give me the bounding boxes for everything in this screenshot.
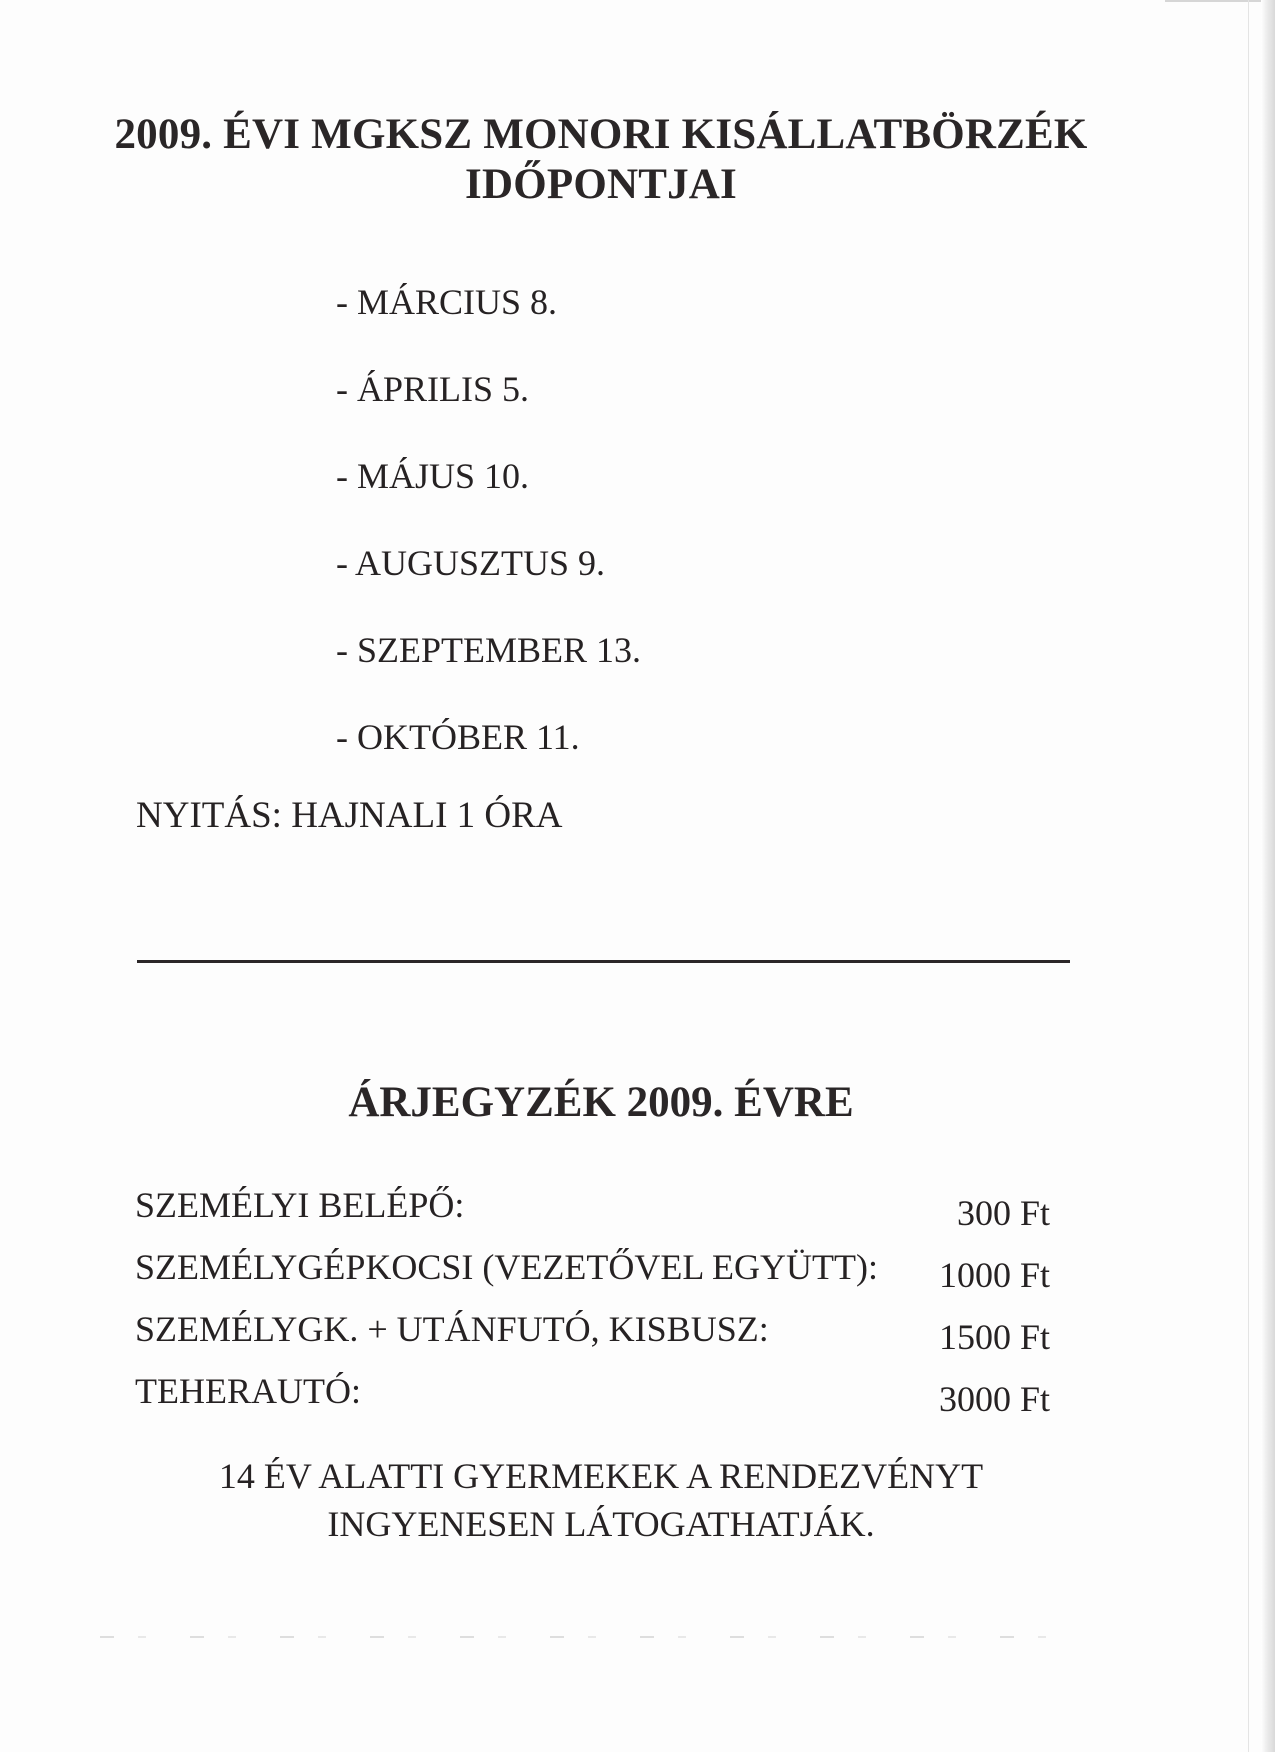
- event-dates-list: [336, 278, 641, 800]
- section-divider: [137, 960, 1070, 963]
- price-amount: 3000 Ft: [938, 1379, 1050, 1419]
- price-row: [135, 1181, 1050, 1243]
- price-label: TEHERAUTÓ:: [135, 1371, 361, 1411]
- price-amount: 1500 Ft: [938, 1317, 1050, 1357]
- price-label: SZEMÉLYGÉPKOCSI (VEZETŐVEL EGYÜTT):: [135, 1247, 878, 1287]
- date-item: - SZEPTEMBER 13.: [336, 630, 642, 670]
- document-title: [0, 110, 1202, 210]
- price-list: [135, 1181, 1050, 1429]
- price-row: [135, 1243, 1050, 1305]
- price-label: SZEMÉLYI BELÉPŐ:: [135, 1185, 465, 1225]
- price-row: [135, 1367, 1050, 1429]
- price-label: SZEMÉLYGK. + UTÁNFUTÓ, KISBUSZ:: [135, 1309, 769, 1349]
- note-line-2: INGYENESEN LÁTOGATHATJÁK.: [327, 1504, 875, 1544]
- children-free-note: [0, 1452, 1202, 1548]
- scan-edge-line: [1248, 0, 1249, 1752]
- date-item: - MÁRCIUS 8.: [336, 282, 558, 322]
- title-line-2: IDŐPONTJAI: [465, 161, 737, 208]
- title-line-1: 2009. ÉVI MGKSZ MONORI KISÁLLATBÖRZÉK: [114, 111, 1088, 158]
- scan-edge-shadow: [1261, 0, 1275, 1752]
- date-item: - ÁPRILIS 5.: [336, 369, 530, 409]
- price-row: [135, 1305, 1050, 1367]
- date-item: - OKTÓBER 11.: [336, 717, 580, 757]
- opening-time: NYITÁS: HAJNALI 1 ÓRA: [136, 795, 563, 836]
- scan-top-rule: [1165, 0, 1275, 2]
- date-item: - AUGUSZTUS 9.: [336, 543, 606, 583]
- note-line-1: 14 ÉV ALATTI GYERMEKEK A RENDEZVÉNYT: [218, 1456, 984, 1496]
- price-amount: 300 Ft: [956, 1193, 1050, 1233]
- price-list-title: ÁRJEGYZÉK 2009. ÉVRE: [348, 1079, 854, 1126]
- price-amount: 1000 Ft: [938, 1255, 1050, 1295]
- scan-artifact-line: [100, 1636, 1060, 1638]
- date-item: - MÁJUS 10.: [336, 456, 530, 496]
